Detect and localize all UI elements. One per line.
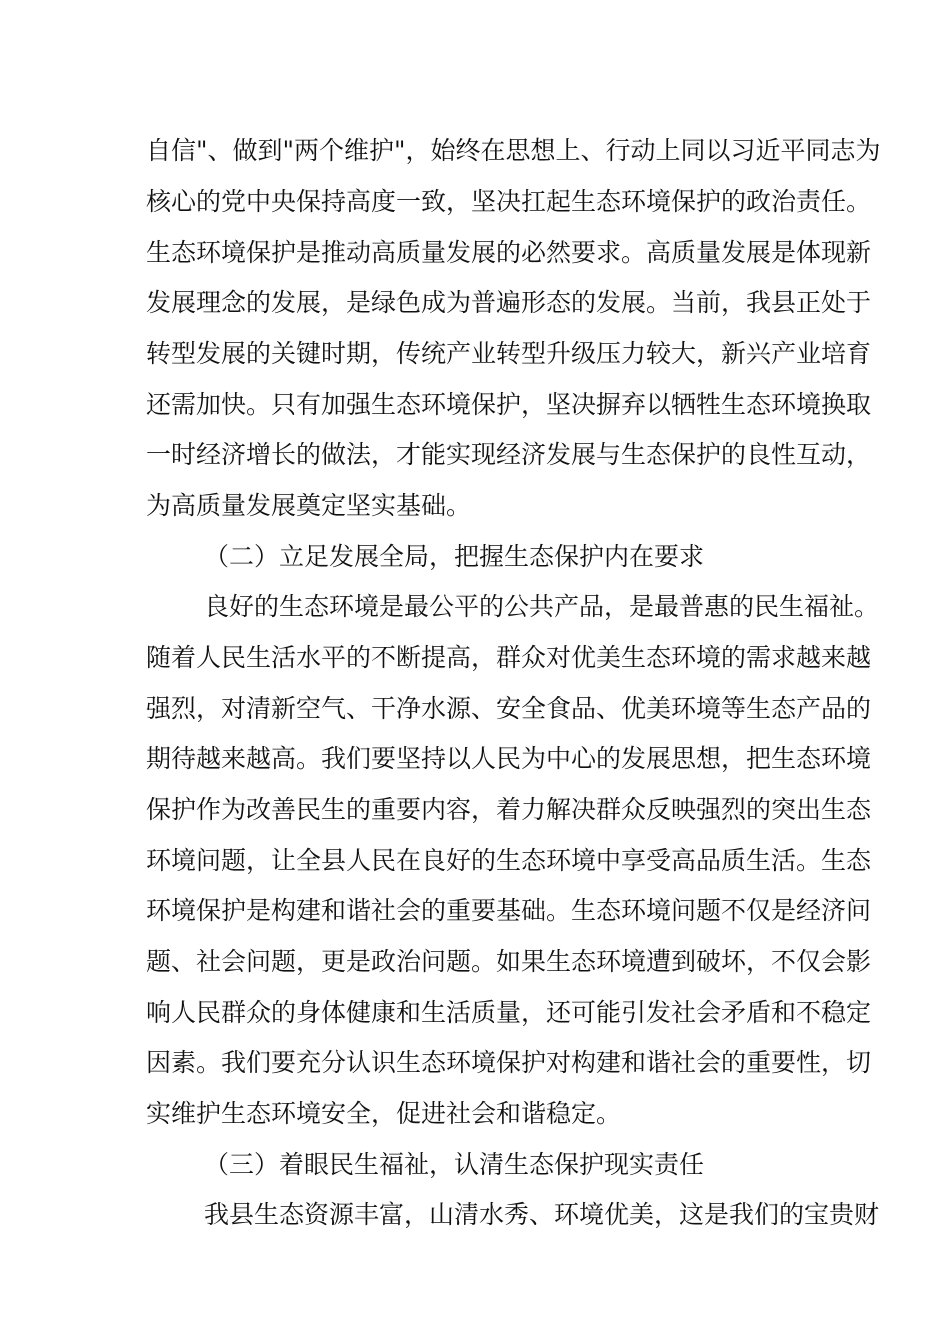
paragraph-line: 环境问题，让全县人民在良好的生态环境中享受高品质生活。生态 [146,846,872,875]
paragraph-line: 核心的党中央保持高度一致，坚决扛起生态环境保护的政治责任。 [146,187,872,216]
paragraph-line: 题、社会问题，更是政治问题。如果生态环境遭到破坏，不仅会影 [146,947,872,976]
paragraph-line: 随着人民生活水平的不断提高，群众对优美生态环境的需求越来越 [146,643,872,672]
paragraph-line: 因素。我们要充分认识生态环境保护对构建和谐社会的重要性，切 [146,1048,872,1077]
paragraph-line: 保护作为改善民生的重要内容，着力解决群众反映强烈的突出生态 [146,795,872,824]
paragraph-line: 期待越来越高。我们要坚持以人民为中心的发展思想，把生态环境 [146,744,872,773]
paragraph-line: 生态环境保护是推动高质量发展的必然要求。高质量发展是体现新 [146,238,872,267]
paragraph-line: 发展理念的发展，是绿色成为普遍形态的发展。当前，我县正处于 [146,288,872,317]
paragraph-line: 响人民群众的身体健康和生活质量，还可能引发社会矛盾和不稳定 [146,998,872,1027]
paragraph-line: 自信"、做到"两个维护"，始终在思想上、行动上同以习近平同志为 [146,136,881,165]
paragraph-line: 强烈，对清新空气、干净水源、安全食品、优美环境等生态产品的 [146,694,872,723]
section-heading: （二）立足发展全局，把握生态保护内在要求 [204,542,705,571]
paragraph-line: 还需加快。只有加强生态环境保护，坚决摒弃以牺牲生态环境换取 [146,390,872,419]
paragraph-line: 环境保护是构建和谐社会的重要基础。生态环境问题不仅是经济问 [146,896,872,925]
paragraph-line: 我县生态资源丰富，山清水秀、环境优美，这是我们的宝贵财 [204,1200,880,1229]
paragraph-line: 转型发展的关键时期，传统产业转型升级压力较大，新兴产业培育 [146,339,872,368]
paragraph-line: 良好的生态环境是最公平的公共产品，是最普惠的民生福祉。 [204,592,880,621]
paragraph-line: 一时经济增长的做法，才能实现经济发展与生态保护的良性互动， [146,440,872,469]
section-heading: （三）着眼民生福祉，认清生态保护现实责任 [204,1150,705,1179]
paragraph-line: 实维护生态环境安全，促进社会和谐稳定。 [146,1099,622,1128]
paragraph-line: 为高质量发展奠定坚实基础。 [146,491,472,520]
